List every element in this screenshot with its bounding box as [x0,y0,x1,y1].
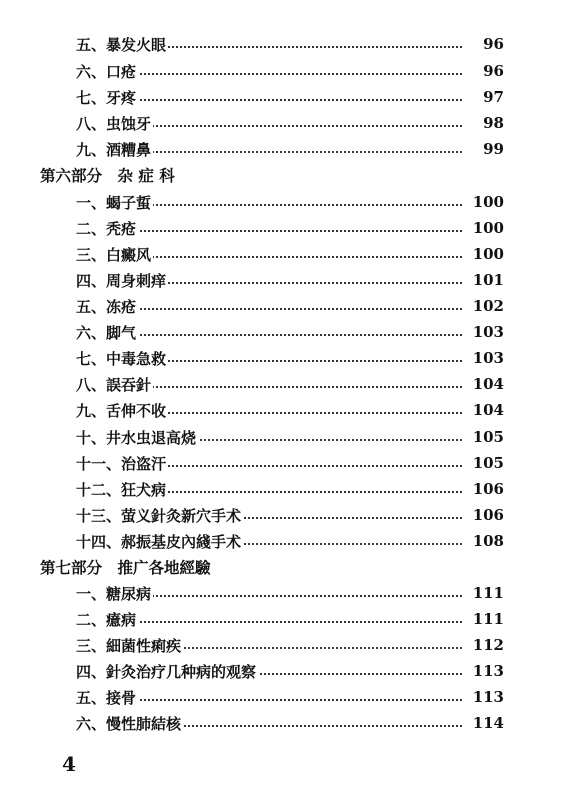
toc-entry-page: 108 [462,532,504,550]
toc-entry-title: 五、暴发火眼 [76,35,167,54]
dot-leader [80,334,474,336]
toc-entry [0,189,562,215]
page-number: 4 [62,752,76,776]
toc-entry-title: 四、周身刺痒 [76,271,167,290]
toc-entry-page: 100 [462,219,504,237]
section-title: 第六部分 杂 症 科 [40,166,175,185]
toc-entry-page: 111 [462,610,504,628]
toc-entry-title: 十、井水虫退高烧 [76,428,197,447]
section-heading [0,162,562,188]
toc-entry [0,580,562,606]
toc-entry-title: 六、脚气 [76,323,137,342]
section-heading [0,554,562,580]
toc-entry-page: 104 [462,401,504,419]
toc-entry [0,424,562,450]
toc-entry-page: 112 [462,636,504,654]
toc-entry-title: 一、蝎子蜇 [76,193,152,212]
toc-entry [0,345,562,371]
toc-entry-title: 九、酒糟鼻 [76,140,152,159]
toc-entry-page: 100 [462,245,504,263]
toc-entry-page: 113 [462,688,504,706]
toc-entry [0,215,562,241]
toc-entry-page: 99 [462,140,504,158]
toc-entry-page: 105 [462,454,504,472]
toc-entry-title: 七、牙疼 [76,88,137,107]
toc-entry [0,502,562,528]
toc-entry [0,84,562,110]
toc-entry-title: 二、秃疮 [76,219,137,238]
toc-entry [0,710,562,736]
toc-entry-title: 五、冻疮 [76,297,137,316]
toc-entry [0,684,562,710]
toc-entry [0,606,562,632]
toc-entry-page: 105 [462,428,504,446]
toc-entry-page: 96 [462,35,504,53]
toc-entry-page: 102 [462,297,504,315]
dot-leader [80,230,474,232]
dot-leader [80,621,474,623]
toc-entry-title: 六、口疮 [76,62,137,81]
toc-entry-title: 十一、治盗汗 [76,454,167,473]
toc-entry-page: 96 [462,62,504,80]
toc-entry [0,58,562,84]
toc-entry-title: 六、慢性肺結核 [76,714,182,733]
toc-entry-title: 二、癔病 [76,610,137,629]
toc-entry [0,319,562,345]
toc-entry [0,658,562,684]
toc-entry-title: 十二、狂犬病 [76,480,167,499]
toc-entry [0,476,562,502]
toc-entry [0,528,562,554]
toc-entry-page: 104 [462,375,504,393]
toc-entry-title: 四、針灸治疗几种病的观察 [76,662,257,681]
toc-entry [0,110,562,136]
section-title: 第七部分 推广各地經驗 [40,558,211,577]
toc-entry [0,397,562,423]
toc-entry [0,450,562,476]
dot-leader [80,699,474,701]
toc-entry-title: 七、中毒急救 [76,349,167,368]
toc-entry-title: 一、糖尿病 [76,584,152,603]
toc-entry-title: 三、細菌性痢疾 [76,636,182,655]
toc-entry-page: 111 [462,584,504,602]
toc-entry-page: 113 [462,662,504,680]
toc-entry-title: 八、誤吞針 [76,375,152,394]
toc-entry-page: 103 [462,349,504,367]
toc-entry-page: 98 [462,114,504,132]
toc-entry-page: 114 [462,714,504,732]
toc-entry-title: 五、接骨 [76,688,137,707]
toc-entry-title: 九、舌伸不收 [76,401,167,420]
toc-entry-page: 106 [462,480,504,498]
toc-entry [0,293,562,319]
toc-entry-page: 100 [462,193,504,211]
dot-leader [80,308,474,310]
toc-entry-title: 十三、萤义針灸新穴手术 [76,506,242,525]
toc-entry-page: 103 [462,323,504,341]
toc-entry [0,632,562,658]
toc-entry [0,371,562,397]
dot-leader [80,73,474,75]
toc-entry-page: 97 [462,88,504,106]
toc-entry-title: 十四、郝振基皮內綫手术 [76,532,242,551]
dot-leader [80,99,474,101]
toc-entry-title: 三、白癜风 [76,245,152,264]
toc-entry [0,267,562,293]
toc-entry [0,136,562,162]
toc-entry-page: 101 [462,271,504,289]
toc-entry-title: 八、虫蚀牙 [76,114,152,133]
toc-entry [0,31,562,57]
toc-entry [0,241,562,267]
toc-entry-page: 106 [462,506,504,524]
